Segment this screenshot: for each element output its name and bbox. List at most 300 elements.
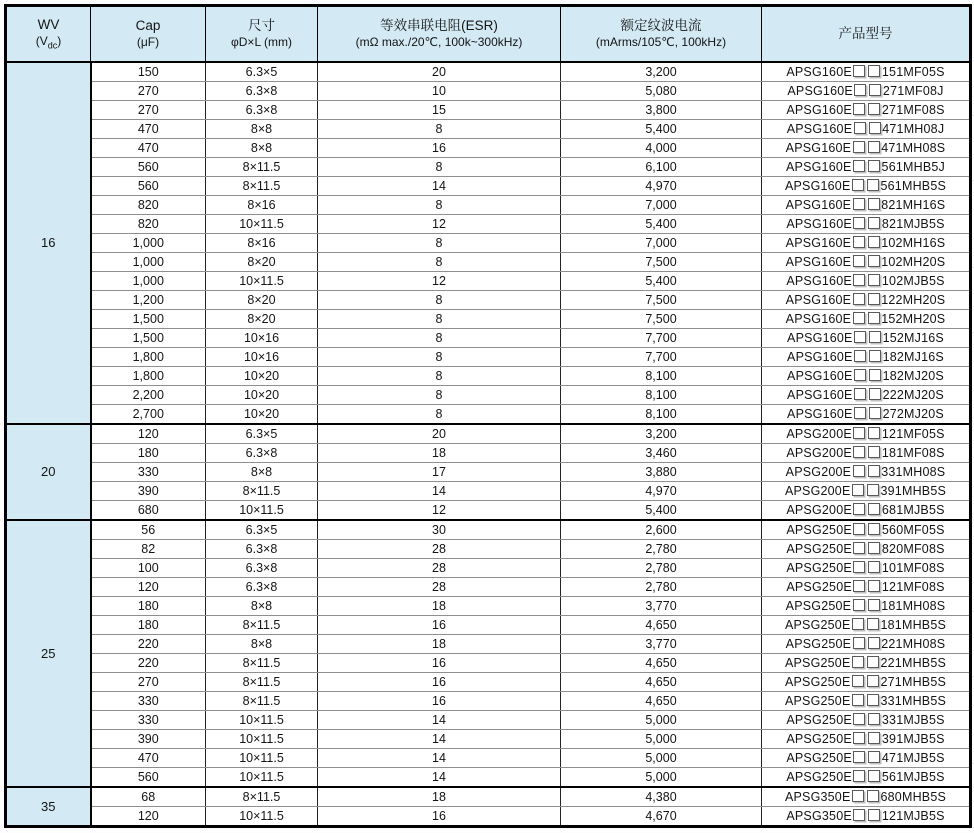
blank-code-box	[868, 198, 880, 210]
cell-product: APSG160E 222MJ20S	[762, 385, 971, 404]
blank-code-box	[868, 599, 880, 611]
cell-esr: 15	[318, 101, 561, 120]
cell-esr: 8	[318, 366, 561, 385]
blank-code-box	[853, 312, 865, 324]
cell-product: APSG160E 122MH20S	[762, 290, 971, 309]
table-row	[6, 481, 971, 500]
cell-cap: 2,200	[91, 385, 206, 404]
cell-product: APSG160E 182MJ16S	[762, 347, 971, 366]
cell-size: 6.3×8	[206, 443, 318, 462]
table-row	[6, 195, 971, 214]
header-size-line2: φD×L (mm)	[230, 35, 292, 50]
cell-esr: 14	[318, 710, 561, 729]
blank-code-box	[853, 141, 865, 153]
cell-size: 8×11.5	[206, 157, 318, 176]
cell-ripple: 5,400	[561, 214, 762, 233]
cell-product: APSG160E 471MH08S	[762, 139, 971, 158]
cell-esr: 8	[318, 290, 561, 309]
cell-esr: 12	[318, 214, 561, 233]
blank-code-box	[853, 523, 865, 535]
blank-code-box	[869, 350, 881, 362]
cell-esr: 12	[318, 271, 561, 290]
cell-esr: 16	[318, 672, 561, 691]
table-row	[6, 748, 971, 767]
blank-code-box	[868, 503, 880, 515]
cell-ripple: 3,770	[561, 596, 762, 615]
cell-esr: 14	[318, 481, 561, 500]
table-row	[6, 558, 971, 577]
blank-code-box	[868, 713, 880, 725]
cell-ripple: 8,100	[561, 404, 762, 424]
table-row	[6, 710, 971, 729]
table-row	[6, 62, 971, 82]
blank-code-box	[852, 675, 864, 687]
cell-size: 8×8	[206, 596, 318, 615]
header-wv-line2: $(V_{dc})$	[35, 34, 62, 51]
header-product	[762, 6, 971, 63]
header-esr-line2: (mΩ max./20℃, 100k~300kHz)	[355, 35, 523, 50]
cell-wv: 16	[6, 62, 91, 424]
table-row	[6, 82, 971, 101]
cell-product: APSG250E 181MH08S	[762, 596, 971, 615]
cell-cap: 470	[91, 139, 206, 158]
cell-product: APSG350E 121MJB5S	[762, 806, 971, 826]
cell-ripple: 2,780	[561, 558, 762, 577]
cell-product: APSG250E 181MHB5S	[762, 615, 971, 634]
cell-product: APSG250E 121MF08S	[762, 577, 971, 596]
cell-cap: 180	[91, 596, 206, 615]
cell-ripple: 5,000	[561, 748, 762, 767]
cell-esr: 16	[318, 139, 561, 158]
cell-ripple: 5,000	[561, 710, 762, 729]
blank-code-box	[852, 484, 864, 496]
cell-product: APSG160E 152MH20S	[762, 309, 971, 328]
cell-cap: 1,000	[91, 271, 206, 290]
blank-code-box	[853, 580, 865, 592]
blank-code-box	[854, 122, 866, 134]
cell-product: APSG160E 271MF08S	[762, 101, 971, 120]
cell-esr: 18	[318, 443, 561, 462]
blank-code-box	[853, 637, 865, 649]
header-size-line1: 尺寸	[248, 18, 275, 34]
table-row	[6, 120, 971, 139]
table-row	[6, 309, 971, 328]
header-size	[206, 6, 318, 63]
cell-cap: 1,800	[91, 347, 206, 366]
cell-esr: 16	[318, 691, 561, 710]
cell-ripple: 4,000	[561, 139, 762, 158]
blank-code-box	[854, 84, 866, 96]
blank-code-box	[868, 293, 880, 305]
blank-code-box	[853, 65, 865, 77]
cell-esr: 18	[318, 634, 561, 653]
cell-ripple: 8,100	[561, 385, 762, 404]
blank-code-box	[868, 103, 880, 115]
cell-product: APSG250E 221MHB5S	[762, 653, 971, 672]
cell-cap: 56	[91, 520, 206, 540]
cell-cap: 68	[91, 787, 206, 807]
cell-product: APSG200E 681MJB5S	[762, 500, 971, 520]
header-wv	[6, 6, 91, 63]
blank-code-box	[868, 255, 880, 267]
cell-ripple: 7,000	[561, 195, 762, 214]
cell-cap: 560	[91, 157, 206, 176]
blank-code-box	[854, 388, 866, 400]
cell-cap: 1,800	[91, 366, 206, 385]
blank-code-box	[869, 331, 881, 343]
cell-size: 8×11.5	[206, 787, 318, 807]
cell-esr: 8	[318, 195, 561, 214]
blank-code-box	[853, 599, 865, 611]
blank-code-box	[867, 675, 879, 687]
cell-ripple: 7,000	[561, 233, 762, 252]
cell-ripple: 5,400	[561, 120, 762, 139]
table-row	[6, 462, 971, 481]
table-row	[6, 252, 971, 271]
cell-size: 6.3×5	[206, 520, 318, 540]
cell-ripple: 2,780	[561, 577, 762, 596]
cell-cap: 560	[91, 767, 206, 787]
cell-cap: 820	[91, 214, 206, 233]
cell-product: APSG160E 271MF08J	[762, 82, 971, 101]
table-row	[6, 157, 971, 176]
cell-esr: 8	[318, 347, 561, 366]
cell-cap: 470	[91, 748, 206, 767]
cell-product: APSG160E 102MH16S	[762, 233, 971, 252]
blank-code-box	[854, 350, 866, 362]
cell-product: APSG160E 561MHB5J	[762, 157, 971, 176]
cell-cap: 1,000	[91, 252, 206, 271]
cell-product: APSG160E 152MJ16S	[762, 328, 971, 347]
cell-esr: 8	[318, 120, 561, 139]
blank-code-box	[869, 369, 881, 381]
table-row	[6, 404, 971, 424]
blank-code-box	[852, 179, 864, 191]
table-header	[6, 6, 971, 63]
cell-ripple: 4,380	[561, 787, 762, 807]
cell-size: 6.3×5	[206, 424, 318, 444]
cell-product: APSG250E 391MJB5S	[762, 729, 971, 748]
cell-product: APSG200E 391MHB5S	[762, 481, 971, 500]
blank-code-box	[867, 484, 879, 496]
cell-cap: 150	[91, 62, 206, 82]
cell-esr: 14	[318, 176, 561, 195]
table-row	[6, 176, 971, 195]
blank-code-box	[853, 751, 865, 763]
cell-size: 10×11.5	[206, 767, 318, 787]
cell-size: 8×11.5	[206, 481, 318, 500]
cell-product: APSG160E 151MF05S	[762, 62, 971, 82]
cell-ripple: 4,970	[561, 176, 762, 195]
cell-esr: 20	[318, 62, 561, 82]
cell-cap: 330	[91, 691, 206, 710]
blank-code-box	[853, 160, 865, 172]
table-row	[6, 424, 971, 444]
cell-esr: 30	[318, 520, 561, 540]
table-row	[6, 328, 971, 347]
cell-size: 6.3×8	[206, 558, 318, 577]
cell-product: APSG160E 102MH20S	[762, 252, 971, 271]
spec-table	[4, 4, 972, 828]
table-row	[6, 729, 971, 748]
cell-esr: 8	[318, 385, 561, 404]
blank-code-box	[868, 732, 880, 744]
blank-code-box	[868, 141, 880, 153]
cell-esr: 10	[318, 82, 561, 101]
cell-ripple: 7,700	[561, 328, 762, 347]
blank-code-box	[853, 103, 865, 115]
cell-product: APSG250E 820MF08S	[762, 539, 971, 558]
cell-size: 8×8	[206, 120, 318, 139]
table-row	[6, 443, 971, 462]
cell-esr: 18	[318, 787, 561, 807]
cell-esr: 12	[318, 500, 561, 520]
cell-esr: 16	[318, 653, 561, 672]
cell-size: 8×11.5	[206, 691, 318, 710]
cell-ripple: 4,650	[561, 653, 762, 672]
cell-esr: 14	[318, 767, 561, 787]
table-row	[6, 214, 971, 233]
cell-size: 8×11.5	[206, 653, 318, 672]
blank-code-box	[867, 179, 879, 191]
cell-cap: 2,700	[91, 404, 206, 424]
blank-code-box	[854, 407, 866, 419]
blank-code-box	[853, 255, 865, 267]
table-row	[6, 290, 971, 309]
blank-code-box	[853, 274, 865, 286]
blank-code-box	[868, 65, 880, 77]
wv-group-16	[6, 62, 971, 424]
wv-group-20	[6, 424, 971, 520]
cell-esr: 20	[318, 424, 561, 444]
cell-size: 10×20	[206, 404, 318, 424]
blank-code-box	[868, 446, 880, 458]
cell-ripple: 5,000	[561, 767, 762, 787]
cell-product: APSG160E 272MJ20S	[762, 404, 971, 424]
cell-product: APSG250E 331MJB5S	[762, 710, 971, 729]
cell-esr: 16	[318, 615, 561, 634]
blank-code-box	[868, 312, 880, 324]
wv-group-35	[6, 787, 971, 827]
table-row	[6, 101, 971, 120]
blank-code-box	[868, 770, 880, 782]
cell-cap: 180	[91, 615, 206, 634]
cell-size: 8×11.5	[206, 615, 318, 634]
blank-code-box	[854, 369, 866, 381]
cell-ripple: 7,500	[561, 290, 762, 309]
blank-code-box	[853, 542, 865, 554]
cell-size: 8×20	[206, 290, 318, 309]
blank-code-box	[868, 561, 880, 573]
cell-esr: 14	[318, 729, 561, 748]
blank-code-box	[868, 809, 880, 821]
cell-size: 10×11.5	[206, 806, 318, 826]
cell-product: APSG250E 560MF05S	[762, 520, 971, 540]
cell-esr: 14	[318, 748, 561, 767]
cell-size: 8×8	[206, 139, 318, 158]
blank-code-box	[869, 388, 881, 400]
cell-product: APSG160E 102MJB5S	[762, 271, 971, 290]
cell-size: 10×16	[206, 328, 318, 347]
cell-size: 8×20	[206, 309, 318, 328]
cell-wv: 35	[6, 787, 91, 827]
cell-product: APSG350E 680MHB5S	[762, 787, 971, 807]
table-row	[6, 767, 971, 787]
cell-cap: 330	[91, 710, 206, 729]
cell-cap: 680	[91, 500, 206, 520]
cell-product: APSG250E 471MJB5S	[762, 748, 971, 767]
cell-esr: 8	[318, 404, 561, 424]
blank-code-box	[854, 331, 866, 343]
cell-size: 6.3×5	[206, 62, 318, 82]
cell-ripple: 2,600	[561, 520, 762, 540]
table-row	[6, 577, 971, 596]
cell-size: 8×16	[206, 233, 318, 252]
cell-size: 10×20	[206, 366, 318, 385]
table-row	[6, 539, 971, 558]
cell-size: 10×16	[206, 347, 318, 366]
blank-code-box	[853, 503, 865, 515]
cell-size: 10×11.5	[206, 271, 318, 290]
table-row	[6, 596, 971, 615]
cell-product: APSG160E 471MH08J	[762, 120, 971, 139]
table-row	[6, 347, 971, 366]
cell-cap: 270	[91, 82, 206, 101]
cell-ripple: 5,000	[561, 729, 762, 748]
cell-cap: 180	[91, 443, 206, 462]
blank-code-box	[852, 618, 864, 630]
blank-code-box	[869, 407, 881, 419]
cell-cap: 270	[91, 672, 206, 691]
table-row	[6, 500, 971, 520]
table-row	[6, 634, 971, 653]
cell-product: APSG200E 331MH08S	[762, 462, 971, 481]
cell-cap: 220	[91, 653, 206, 672]
blank-code-box	[852, 694, 864, 706]
table-row	[6, 615, 971, 634]
cell-product: APSG160E 821MH16S	[762, 195, 971, 214]
cell-ripple: 7,500	[561, 309, 762, 328]
cell-cap: 560	[91, 176, 206, 195]
cell-cap: 100	[91, 558, 206, 577]
blank-code-box	[868, 274, 880, 286]
cell-ripple: 4,650	[561, 672, 762, 691]
cell-ripple: 3,200	[561, 424, 762, 444]
cell-size: 8×8	[206, 462, 318, 481]
blank-code-box	[869, 84, 881, 96]
cell-wv: 25	[6, 520, 91, 787]
cell-ripple: 4,650	[561, 691, 762, 710]
cell-size: 10×11.5	[206, 729, 318, 748]
blank-code-box	[867, 694, 879, 706]
cell-esr: 28	[318, 539, 561, 558]
cell-ripple: 7,500	[561, 252, 762, 271]
cell-ripple: 4,970	[561, 481, 762, 500]
blank-code-box	[853, 713, 865, 725]
cell-ripple: 3,200	[561, 62, 762, 82]
cell-ripple: 8,100	[561, 366, 762, 385]
cell-cap: 1,500	[91, 309, 206, 328]
cell-cap: 470	[91, 120, 206, 139]
cell-ripple: 3,800	[561, 101, 762, 120]
cell-esr: 17	[318, 462, 561, 481]
wv-group-25	[6, 520, 971, 787]
table-row	[6, 787, 971, 807]
cell-cap: 1,500	[91, 328, 206, 347]
blank-code-box	[868, 751, 880, 763]
cell-esr: 16	[318, 806, 561, 826]
cell-product: APSG160E 182MJ20S	[762, 366, 971, 385]
cell-cap: 820	[91, 195, 206, 214]
cell-cap: 330	[91, 462, 206, 481]
blank-code-box	[868, 465, 880, 477]
cell-product: APSG200E 121MF05S	[762, 424, 971, 444]
header-ripple	[561, 6, 762, 63]
cell-ripple: 4,650	[561, 615, 762, 634]
cell-size: 10×11.5	[206, 500, 318, 520]
blank-code-box	[853, 561, 865, 573]
header-esr-line1: 等效串联电阻(ESR)	[380, 18, 498, 34]
cell-esr: 8	[318, 233, 561, 252]
header-cap-line1: Cap	[135, 18, 161, 34]
table-row	[6, 366, 971, 385]
cell-ripple: 5,400	[561, 271, 762, 290]
blank-code-box	[853, 809, 865, 821]
cell-ripple: 4,670	[561, 806, 762, 826]
cell-esr: 18	[318, 596, 561, 615]
cell-ripple: 5,400	[561, 500, 762, 520]
blank-code-box	[868, 542, 880, 554]
blank-code-box	[852, 656, 864, 668]
cell-ripple: 3,770	[561, 634, 762, 653]
cell-cap: 120	[91, 577, 206, 596]
blank-code-box	[853, 236, 865, 248]
blank-code-box	[853, 198, 865, 210]
cell-ripple: 5,080	[561, 82, 762, 101]
cell-esr: 8	[318, 328, 561, 347]
cell-product: APSG250E 101MF08S	[762, 558, 971, 577]
blank-code-box	[868, 580, 880, 592]
table-row	[6, 520, 971, 540]
cell-product: APSG250E 561MJB5S	[762, 767, 971, 787]
cell-size: 10×11.5	[206, 214, 318, 233]
blank-code-box	[853, 465, 865, 477]
cell-size: 8×16	[206, 195, 318, 214]
cell-product: APSG200E 181MF08S	[762, 443, 971, 462]
cell-size: 8×11.5	[206, 672, 318, 691]
table-row	[6, 806, 971, 826]
cell-size: 6.3×8	[206, 539, 318, 558]
cell-esr: 8	[318, 309, 561, 328]
blank-code-box	[868, 236, 880, 248]
cell-ripple: 6,100	[561, 157, 762, 176]
table-row	[6, 139, 971, 158]
table-row	[6, 233, 971, 252]
cell-esr: 28	[318, 577, 561, 596]
table-row	[6, 691, 971, 710]
header-cap-line2: (μF)	[136, 35, 160, 50]
blank-code-box	[867, 618, 879, 630]
header-ripple-line1: 额定纹波电流	[620, 18, 702, 34]
header-cap	[91, 6, 206, 63]
cell-product: APSG250E 331MHB5S	[762, 691, 971, 710]
table-row	[6, 672, 971, 691]
cell-size: 6.3×8	[206, 82, 318, 101]
blank-code-box	[853, 293, 865, 305]
cell-cap: 220	[91, 634, 206, 653]
cell-cap: 390	[91, 729, 206, 748]
header-row	[6, 6, 971, 63]
